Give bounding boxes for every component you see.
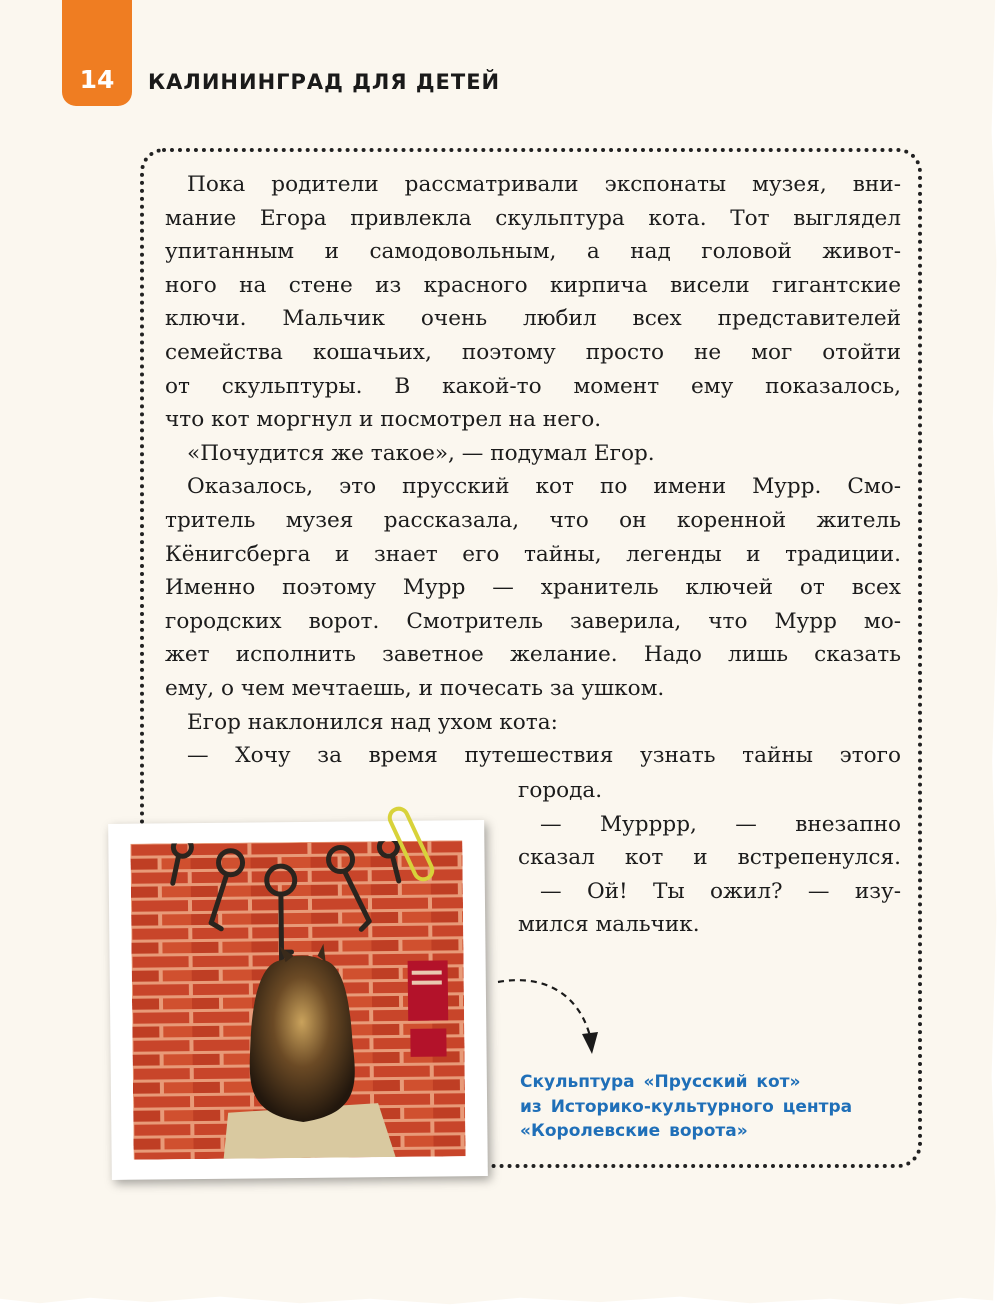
- caption-line: «Королевские ворота»: [520, 1121, 748, 1141]
- torn-edge-right: [988, 0, 1000, 1312]
- page-number: 14: [62, 0, 132, 106]
- text-line: что кот моргнул и посмотрел на него.: [165, 407, 602, 433]
- story-text: [165, 168, 901, 773]
- text-line: мание Егора привлекла скульптура кота. Тот выглядел: [165, 205, 901, 231]
- cat-sculpture-image: [130, 840, 465, 1159]
- photo-caption: [520, 1070, 900, 1144]
- text-line: Оказалось, это прусский кот по имени Мурр. Смо-: [187, 474, 901, 500]
- text-line: города.: [518, 778, 603, 803]
- text-line: от скульптуры. В какой-то момент ему показалось,: [165, 373, 901, 399]
- text-line: мился мальчик.: [518, 912, 700, 938]
- text-line: ключи. Мальчик очень любил всех представителей: [165, 306, 901, 332]
- text-line: — Мурррр, — внезапно: [540, 811, 901, 837]
- text-line: Пока родители рассматривали экспонаты музея, вни-: [187, 172, 901, 197]
- running-title: КАЛИНИНГРАД ДЛЯ ДЕТЕЙ: [148, 70, 501, 94]
- text-line: сказал кот и встрепенулся.: [518, 845, 901, 871]
- story-text-narrow: [518, 774, 901, 942]
- text-line: упитанным и самодовольным, а над головой живот-: [165, 239, 901, 265]
- torn-edge-bottom: [0, 1290, 1000, 1312]
- text-line: жет исполнить заветное желание. Надо лишь сказать: [165, 642, 901, 668]
- dashed-arrow-icon: [492, 972, 612, 1062]
- caption-line: Скульптура «Прусский кот»: [520, 1072, 801, 1092]
- text-line: ему, о чем мечтаешь, и почесать за ушком.: [165, 675, 665, 701]
- text-line: — Хочу за время путешествия узнать тайны этого: [187, 743, 901, 769]
- text-line: «Почудится же такое», — подумал Егор.: [187, 440, 655, 466]
- text-line: Егор наклонился над ухом кота:: [187, 709, 558, 735]
- cat-sculpture-photo: [130, 840, 465, 1159]
- text-line: семейства кошачьих, поэтому просто не мог отойти: [165, 339, 901, 365]
- text-line: Кёнигсберга и знает его тайны, легенды и традиции.: [165, 541, 901, 567]
- text-line: ного на стене из красного кирпича висели гигантские: [165, 272, 901, 298]
- caption-line: из Историко-культурного центра: [520, 1096, 853, 1117]
- text-line: тритель музея рассказала, что он коренной житель: [165, 507, 901, 533]
- text-line: — Ой! Ты ожил? — изу-: [540, 878, 901, 904]
- text-line: Именно поэтому Мурр — хранитель ключей от всех: [165, 575, 901, 601]
- text-line: городских ворот. Смотритель заверила, что Мурр мо-: [165, 608, 901, 634]
